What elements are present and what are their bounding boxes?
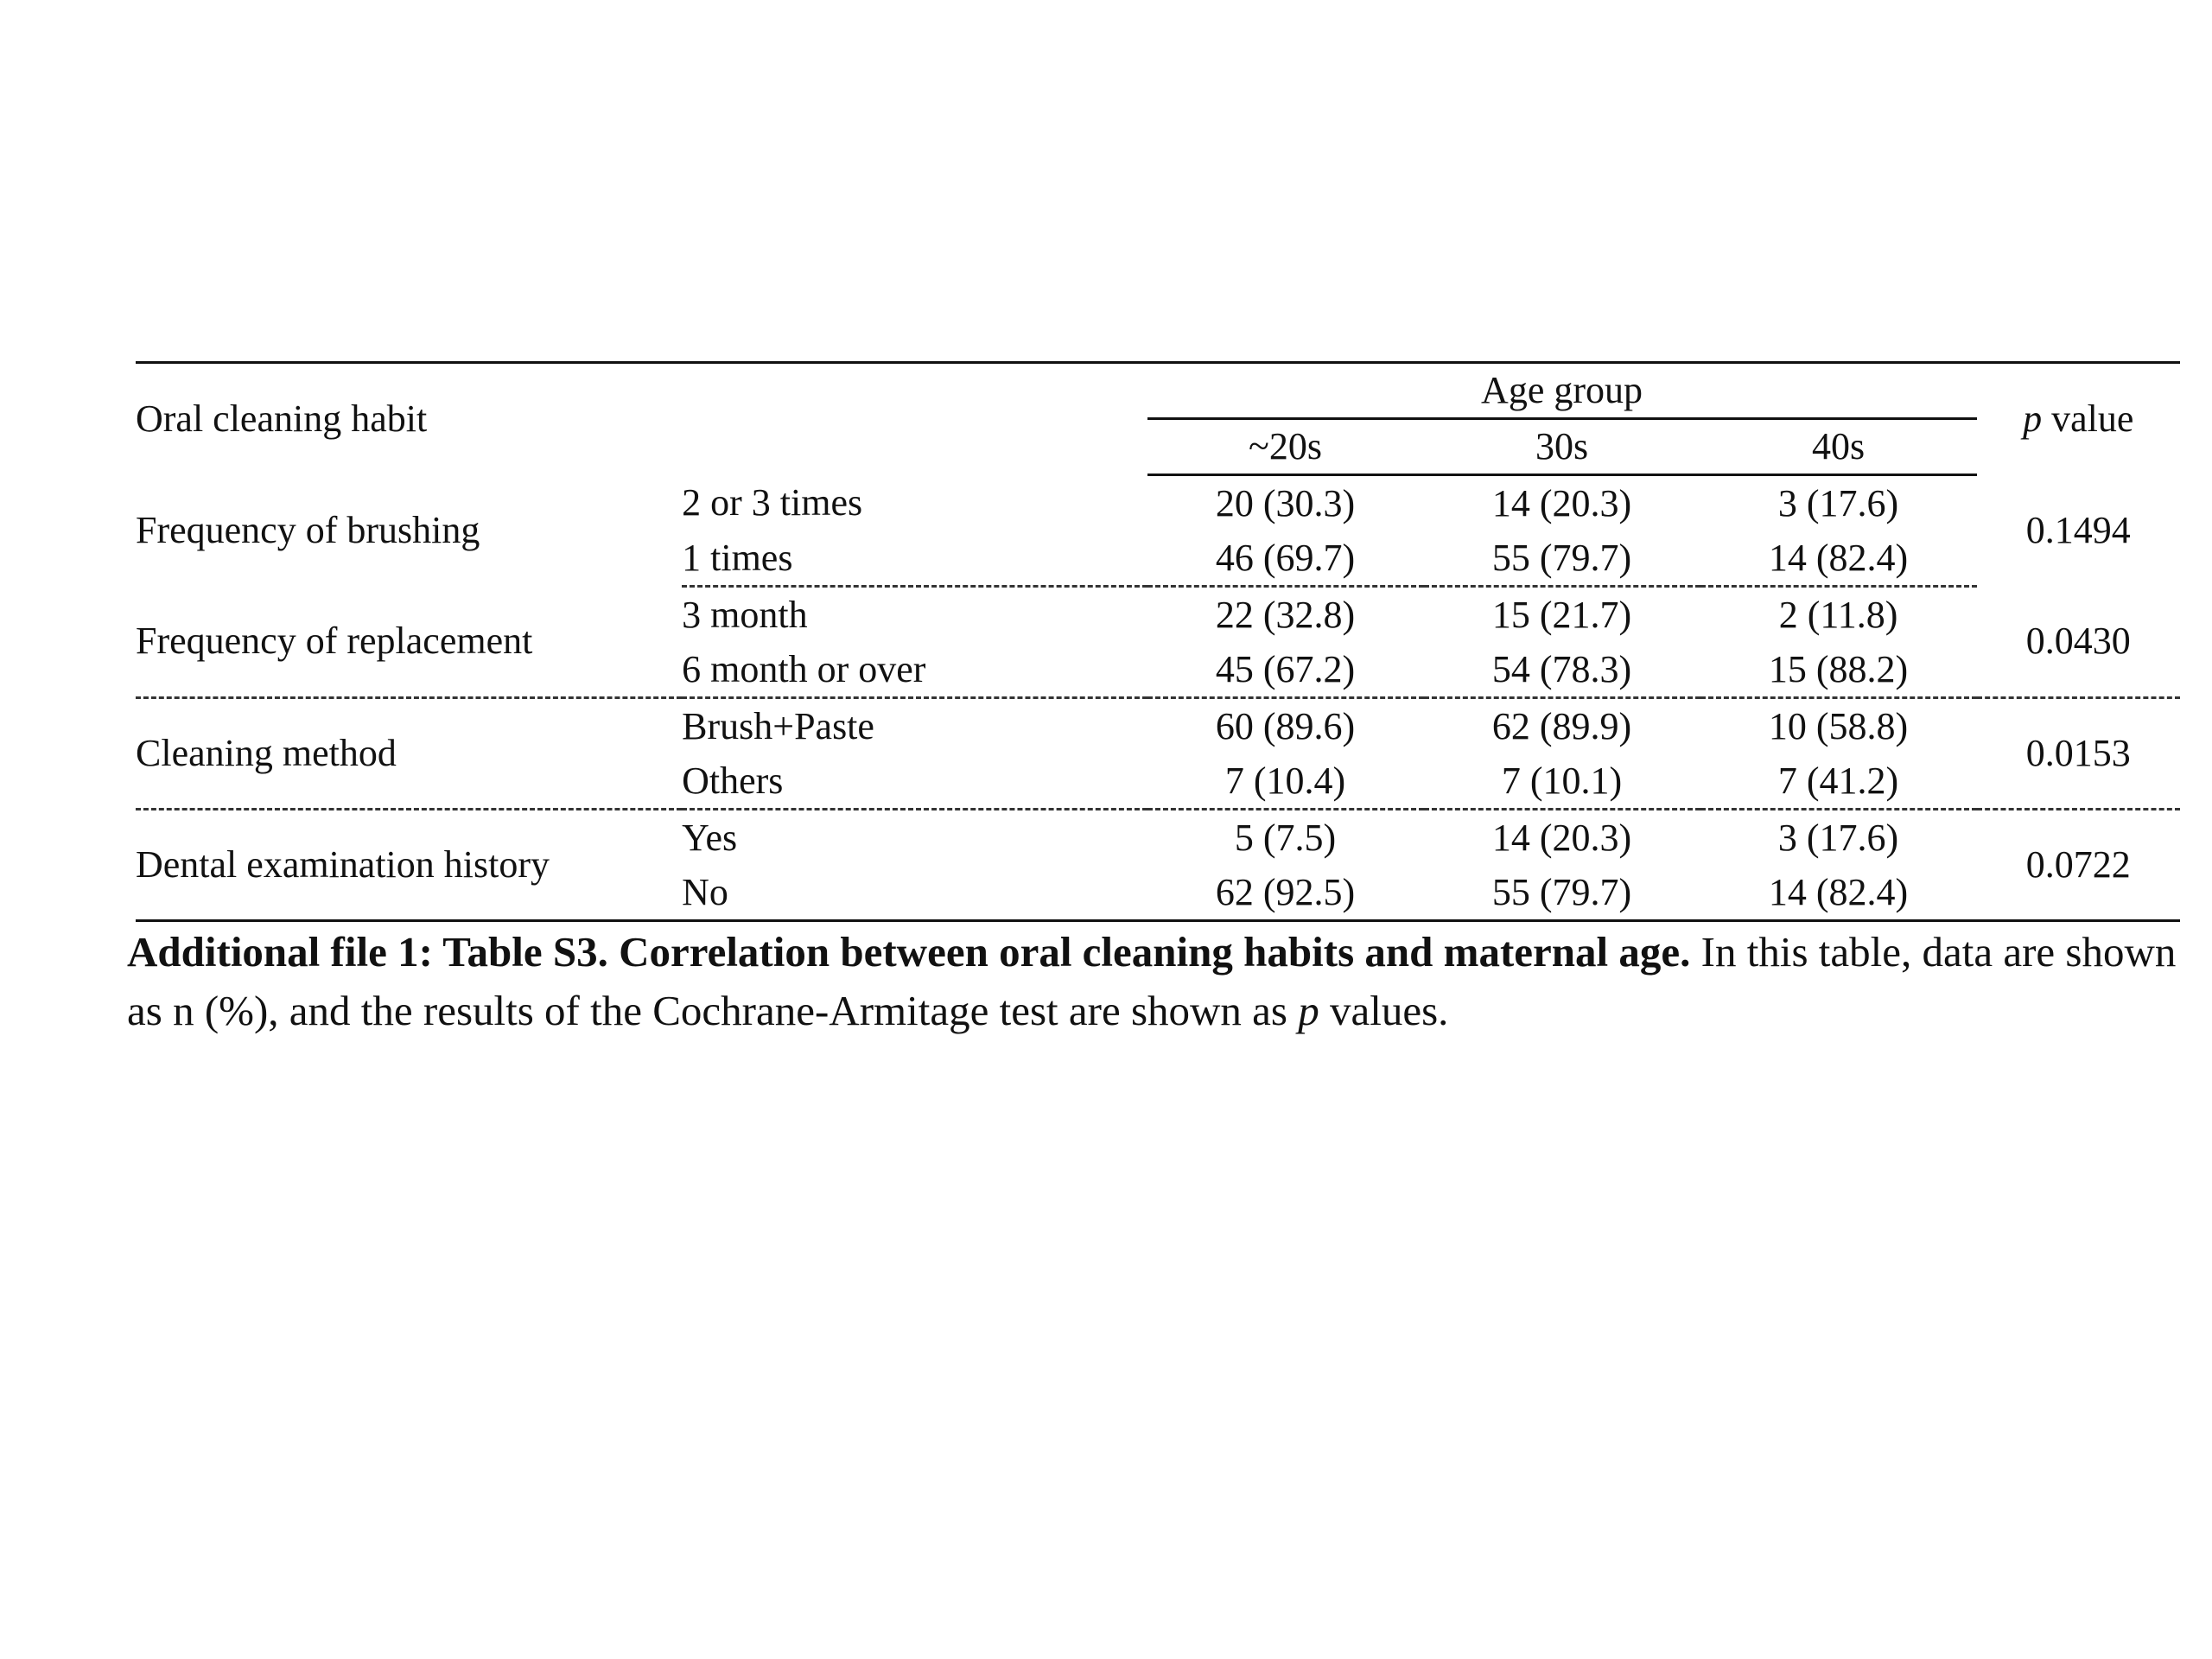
sub-label: 3 month: [682, 593, 808, 636]
sub-label: Others: [682, 753, 1147, 810]
table-cell: 14 (82.4): [1700, 531, 1977, 587]
sub-label: Yes: [682, 816, 738, 859]
table-cell: 22 (32.8): [1215, 593, 1356, 636]
table-cell: 45 (67.2): [1147, 642, 1424, 698]
header-age-col-1: ~20s: [1147, 419, 1424, 475]
table-cell: 7 (10.1): [1424, 753, 1700, 810]
table-cell: 15 (88.2): [1700, 642, 1977, 698]
caption-italic-p: p: [1298, 987, 1319, 1034]
p-value-cell: 0.0722: [2025, 843, 2131, 886]
table-cell: 15 (21.7): [1491, 593, 1632, 636]
header-age-col-3: 40s: [1700, 419, 1977, 475]
sub-label: Brush+Paste: [682, 704, 874, 747]
table-cell: 62 (92.5): [1215, 870, 1356, 913]
table-cell: 7 (10.4): [1147, 753, 1424, 810]
table-cell: 55 (79.7): [1491, 870, 1632, 913]
table-row: [136, 810, 2180, 866]
sub-label: No: [682, 870, 728, 913]
header-p-rest: value: [2042, 397, 2134, 441]
table-cell: 14 (20.3): [1491, 816, 1632, 859]
table-row: [136, 698, 2180, 754]
table-cell: 62 (89.9): [1491, 704, 1632, 747]
p-value-cell: 0.1494: [2025, 509, 2131, 551]
header-habit-label: Oral cleaning habit: [136, 397, 428, 441]
header-habit: [136, 363, 682, 475]
caption-text-1: In this table, data are shown as n (%), and the results of the Cochrane-Armitage test are shown as: [127, 928, 2177, 1034]
table-cell: 10 (58.8): [1768, 704, 1909, 747]
sub-label: 2 or 3 times: [682, 480, 863, 524]
p-value-cell: 0.0430: [1977, 587, 2180, 698]
header-age-col-2: 30s: [1424, 419, 1700, 475]
table-cell: 7 (41.2): [1700, 753, 1977, 810]
table-cell: 20 (30.3): [1215, 481, 1356, 524]
table-cell: 5 (7.5): [1234, 816, 1337, 859]
sub-label: 1 times: [682, 531, 1147, 587]
habit-label: Cleaning method: [136, 698, 682, 810]
header-p-italic: p: [2023, 397, 2043, 441]
habit-label: Frequency of replacement: [136, 587, 682, 698]
table-cell: 60 (89.6): [1215, 704, 1356, 747]
sub-label: 6 month or over: [682, 642, 1147, 698]
table-cell: 3 (17.6): [1777, 481, 1899, 524]
habit-label: Dental examination history: [136, 843, 550, 886]
table-cell: 3 (17.6): [1777, 816, 1899, 859]
table-caption: [127, 923, 2183, 1040]
table-cell: 55 (79.7): [1424, 531, 1700, 587]
caption-text-2: values.: [1319, 987, 1449, 1034]
header-sub-blank: [682, 363, 1147, 475]
data-table: [136, 361, 2180, 922]
table-row: [136, 587, 2180, 643]
table-cell: 14 (20.3): [1491, 481, 1632, 524]
header-p-value: [1977, 363, 2180, 475]
caption-title: Additional file 1: Table S3. Correlation between oral cleaning habits and maternal age.: [127, 928, 1691, 976]
table-cell: 14 (82.4): [1768, 870, 1909, 913]
table-cell: 46 (69.7): [1147, 531, 1424, 587]
habit-label: Frequency of brushing: [136, 509, 480, 551]
table-container: [136, 361, 2180, 922]
table-cell: 2 (11.8): [1778, 593, 1898, 636]
table-cell: 54 (78.3): [1424, 642, 1700, 698]
table-row: [136, 475, 2180, 531]
header-age-group: [1147, 363, 1977, 419]
header-age-group-label: Age group: [1481, 369, 1643, 411]
header-row-1: [136, 363, 2180, 419]
p-value-cell: 0.0153: [1977, 698, 2180, 810]
